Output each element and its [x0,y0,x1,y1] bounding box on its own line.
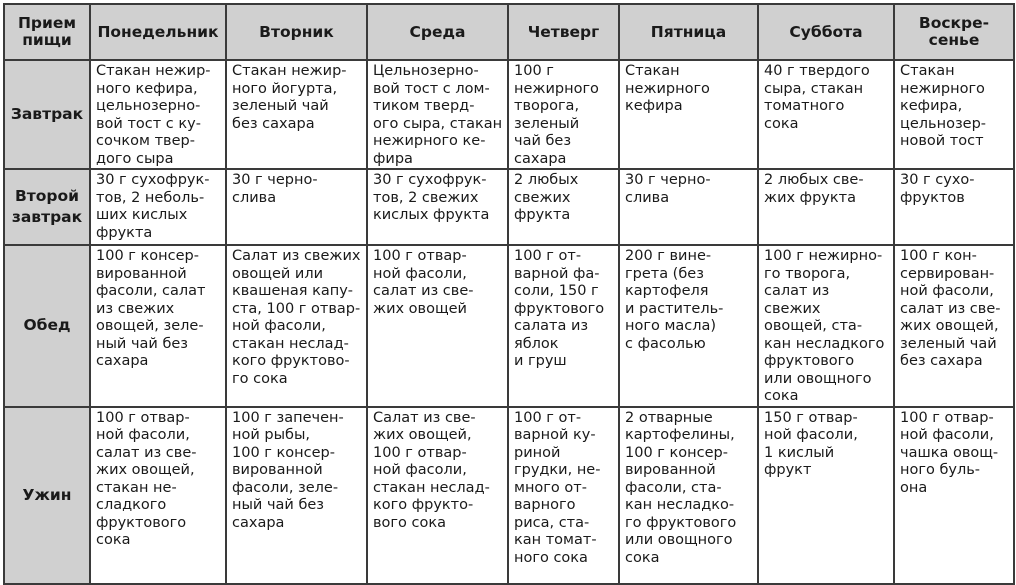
table-cell: 100 г отвар- ной фасоли, чашка овощ- ного буль- она [894,407,1014,584]
table-cell: 100 г кон- сервирован- ной фасоли, салат из све- жих овощей, зеленый чай без сахара [894,245,1014,407]
table-cell: 100 г консер- вированной фасоли, салат из свежих овощей, зеле- ный чай без сахара [90,245,226,407]
table-cell: 200 г вине- грета (без картофеля и раститель- ного масла) с фасолью [619,245,758,407]
meal-label-dinner: Ужин [4,407,90,584]
table-cell: 100 г нежирного творога, зеленый чай без сахара [508,60,619,169]
table-cell: 2 отварные картофелины, 100 г консер- вированной фасоли, ста- кан несладко- го фруктового или овощного сока [619,407,758,584]
table-row-lunch [4,245,1014,407]
meal-column-header: Прием пищи [4,4,90,60]
table-cell: 100 г запечен- ной рыбы, 100 г консер- вированной фасоли, зеле- ный чай без сахара [226,407,367,584]
meal-label-second-breakfast: Второй завтрак [4,169,90,245]
table-cell: Стакан нежир- ного кефира, цельнозерно- вой тост с ку- сочком твер- дого сыра [90,60,226,169]
day-header-saturday: Суббота [758,4,894,60]
day-header-tuesday: Вторник [226,4,367,60]
day-header-friday: Пятница [619,4,758,60]
table-cell: 30 г черно- слива [619,169,758,245]
table-row-dinner [4,407,1014,584]
table-cell: 150 г отвар- ной фасоли, 1 кислый фрукт [758,407,894,584]
table-cell: 100 г нежирно- го творога, салат из свежих овощей, ста- кан несладкого фруктового или овощного сока [758,245,894,407]
table-cell: 30 г сухофрук- тов, 2 неболь- ших кислых фрукта [90,169,226,245]
table-cell: Салат из свежих овощей или квашеная капу- ста, 100 г отвар- ной фасоли, стакан неслад- кого фруктово- го сока [226,245,367,407]
table-cell: 100 г от- варной ку- риной грудки, не- много от- варного риса, ста- кан томат- ного сока [508,407,619,584]
day-header-monday: Понедельник [90,4,226,60]
meal-label-breakfast: Завтрак [4,60,90,169]
table-cell: 2 любых свежих фрукта [508,169,619,245]
table-row-breakfast [4,60,1014,169]
day-header-sunday: Воскре- сенье [894,4,1014,60]
table-cell: 100 г от- варной фа- соли, 150 г фруктового салата из яблок и груш [508,245,619,407]
header-row [4,4,1014,60]
table-row-second-breakfast [4,169,1014,245]
table-cell: 40 г твердого сыра, стакан томатного сока [758,60,894,169]
day-header-thursday: Четверг [508,4,619,60]
table-cell: Стакан нежир- ного йогурта, зеленый чай без сахара [226,60,367,169]
table-cell: Цельнозерно- вой тост с лом- тиком тверд- ого сыра, стакан нежирного ке- фира [367,60,508,169]
meal-plan-table [3,3,1015,585]
table-cell: 100 г отвар- ной фасоли, салат из све- жих овощей [367,245,508,407]
table-cell: 30 г черно- слива [226,169,367,245]
table-cell: 2 любых све- жих фрукта [758,169,894,245]
table-cell: Салат из све- жих овощей, 100 г отвар- ной фасоли, стакан неслад- кого фрукто- вого сока [367,407,508,584]
meal-label-lunch: Обед [4,245,90,407]
meal-plan-table-container [3,3,1013,569]
day-header-wednesday: Среда [367,4,508,60]
table-cell: 100 г отвар- ной фасоли, салат из све- жих овощей, стакан не- сладкого фруктового сока [90,407,226,584]
table-cell: 30 г сухофрук- тов, 2 свежих кислых фрукта [367,169,508,245]
table-cell: 30 г сухо- фруктов [894,169,1014,245]
table-cell: Стакан нежирного кефира, цельнозер- новой тост [894,60,1014,169]
table-cell: Стакан нежирного кефира [619,60,758,169]
